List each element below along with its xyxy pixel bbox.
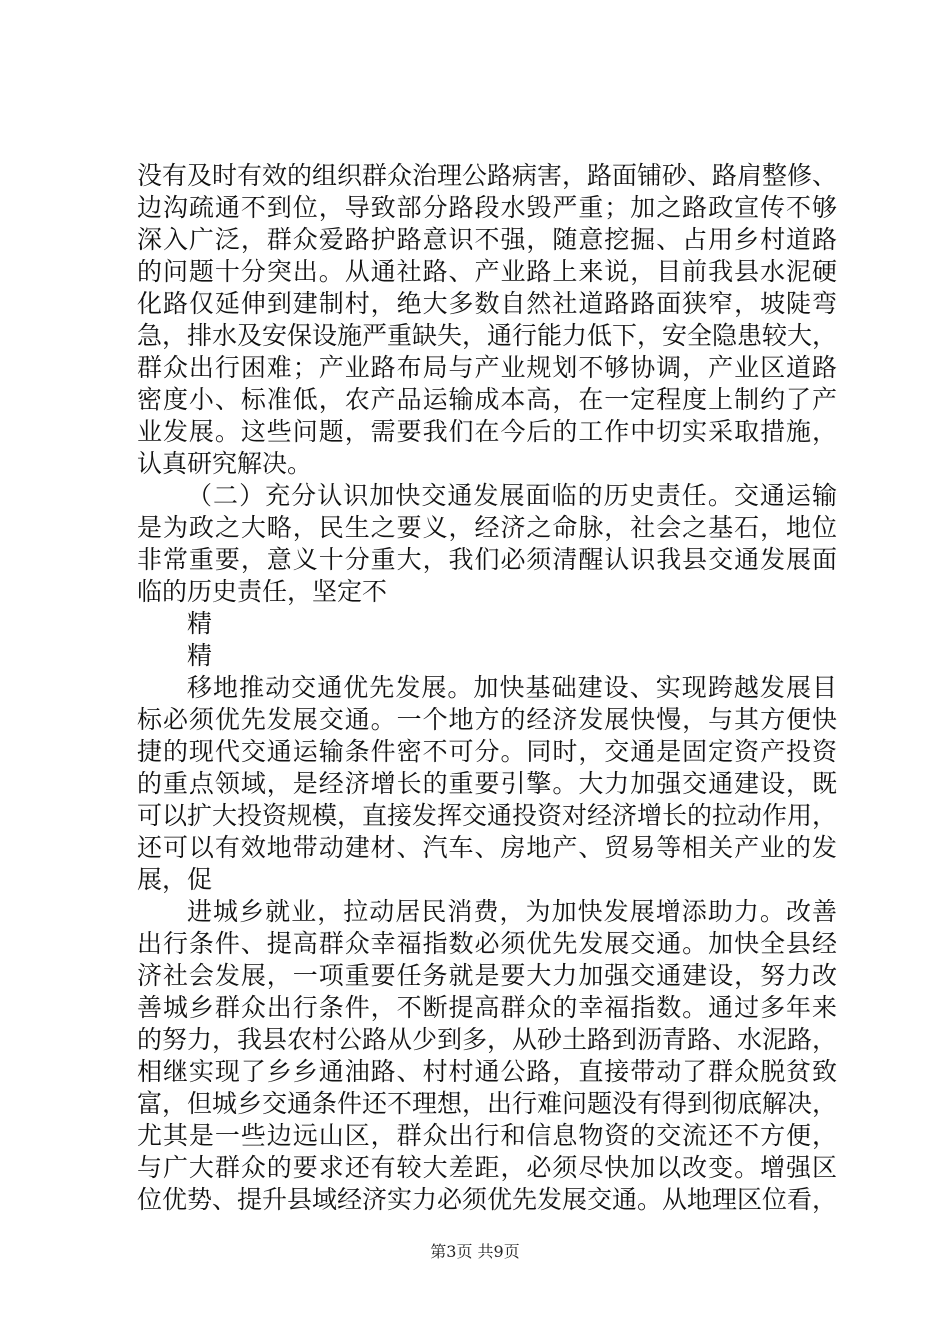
body-text-line: 密度小、标准低，农产品运输成本高，在一定程度上制约了产: [137, 385, 837, 414]
page-number-footer: 第3页 共9页: [430, 1242, 520, 1261]
body-text-line: 相继实现了乡乡通油路、村村通公路，直接带动了群众脱贫致: [137, 1057, 837, 1086]
body-text-line: 临的历史责任，坚定不: [137, 577, 388, 606]
body-text-line: 捷的现代交通运输条件密不可分。同时，交通是固定资产投资: [137, 737, 837, 766]
fragment-line: 精: [187, 609, 213, 638]
body-text-line: 深入广泛，群众爱路护路意识不强，随意挖掘、占用乡村道路: [137, 225, 837, 254]
body-text-line: 位优势、提升县域经济实力必须优先发展交通。从地理区位看，: [137, 1185, 838, 1214]
body-text-line: 的努力，我县农村公路从少到多，从砂土路到沥青路、水泥路，: [137, 1025, 838, 1054]
body-text-line: 善城乡群众出行条件，不断提高群众的幸福指数。通过多年来: [137, 993, 837, 1022]
body-text-line: 是为政之大略，民生之要义，经济之命脉，社会之基石，地位: [137, 513, 837, 542]
body-text-line: 尤其是一些边远山区，群众出行和信息物资的交流还不方便，: [137, 1121, 837, 1150]
body-text-line: 的问题十分突出。从通社路、产业路上来说，目前我县水泥硬: [137, 257, 837, 286]
body-text-line: 群众出行困难；产业路布局与产业规划不够协调，产业区道路: [137, 353, 837, 382]
body-text-line: 非常重要，意义十分重大，我们必须清醒认识我县交通发展面: [137, 545, 837, 574]
fragment-line: 精: [187, 641, 213, 670]
body-text-line: 认真研究解决。: [137, 449, 313, 478]
body-text-line: 富，但城乡交通条件还不理想，出行难问题没有得到彻底解决，: [137, 1089, 838, 1118]
body-text-line: 边沟疏通不到位，导致部分路段水毁严重；加之路政宣传不够: [137, 193, 837, 222]
body-text-line: 与广大群众的要求还有较大差距，必须尽快加以改变。增强区: [137, 1153, 837, 1182]
body-text-line: 的重点领域，是经济增长的重要引擎。大力加强交通建设，既: [137, 769, 837, 798]
body-text-line: 急，排水及安保设施严重缺失，通行能力低下，安全隐患较大，: [137, 321, 838, 350]
body-text-line: 展，促: [137, 865, 213, 894]
body-text-line: 济社会发展，一项重要任务就是要大力加强交通建设，努力改: [137, 961, 837, 990]
body-text-line: 进城乡就业，拉动居民消费，为加快发展增添助力。改善: [187, 897, 837, 926]
body-text-line: 业发展。这些问题，需要我们在今后的工作中切实采取措施，: [137, 417, 837, 446]
body-text-line: 化路仅延伸到建制村，绝大多数自然社道路路面狭窄，坡陡弯: [137, 289, 837, 318]
body-text-line: 还可以有效地带动建材、汽车、房地产、贸易等相关产业的发: [137, 833, 837, 862]
body-text-line: 可以扩大投资规模，直接发挥交通投资对经济增长的拉动作用，: [137, 801, 838, 830]
section-heading-line: （二）充分认识加快交通发展面临的历史责任。交通运输: [187, 481, 837, 510]
body-text-line: 没有及时有效的组织群众治理公路病害，路面铺砂、路肩整修、: [137, 161, 838, 190]
body-text-line: 出行条件、提高群众幸福指数必须优先发展交通。加快全县经: [137, 929, 837, 958]
body-text-line: 移地推动交通优先发展。加快基础建设、实现跨越发展目: [187, 673, 837, 702]
body-text-line: 标必须优先发展交通。一个地方的经济发展快慢，与其方便快: [137, 705, 837, 734]
